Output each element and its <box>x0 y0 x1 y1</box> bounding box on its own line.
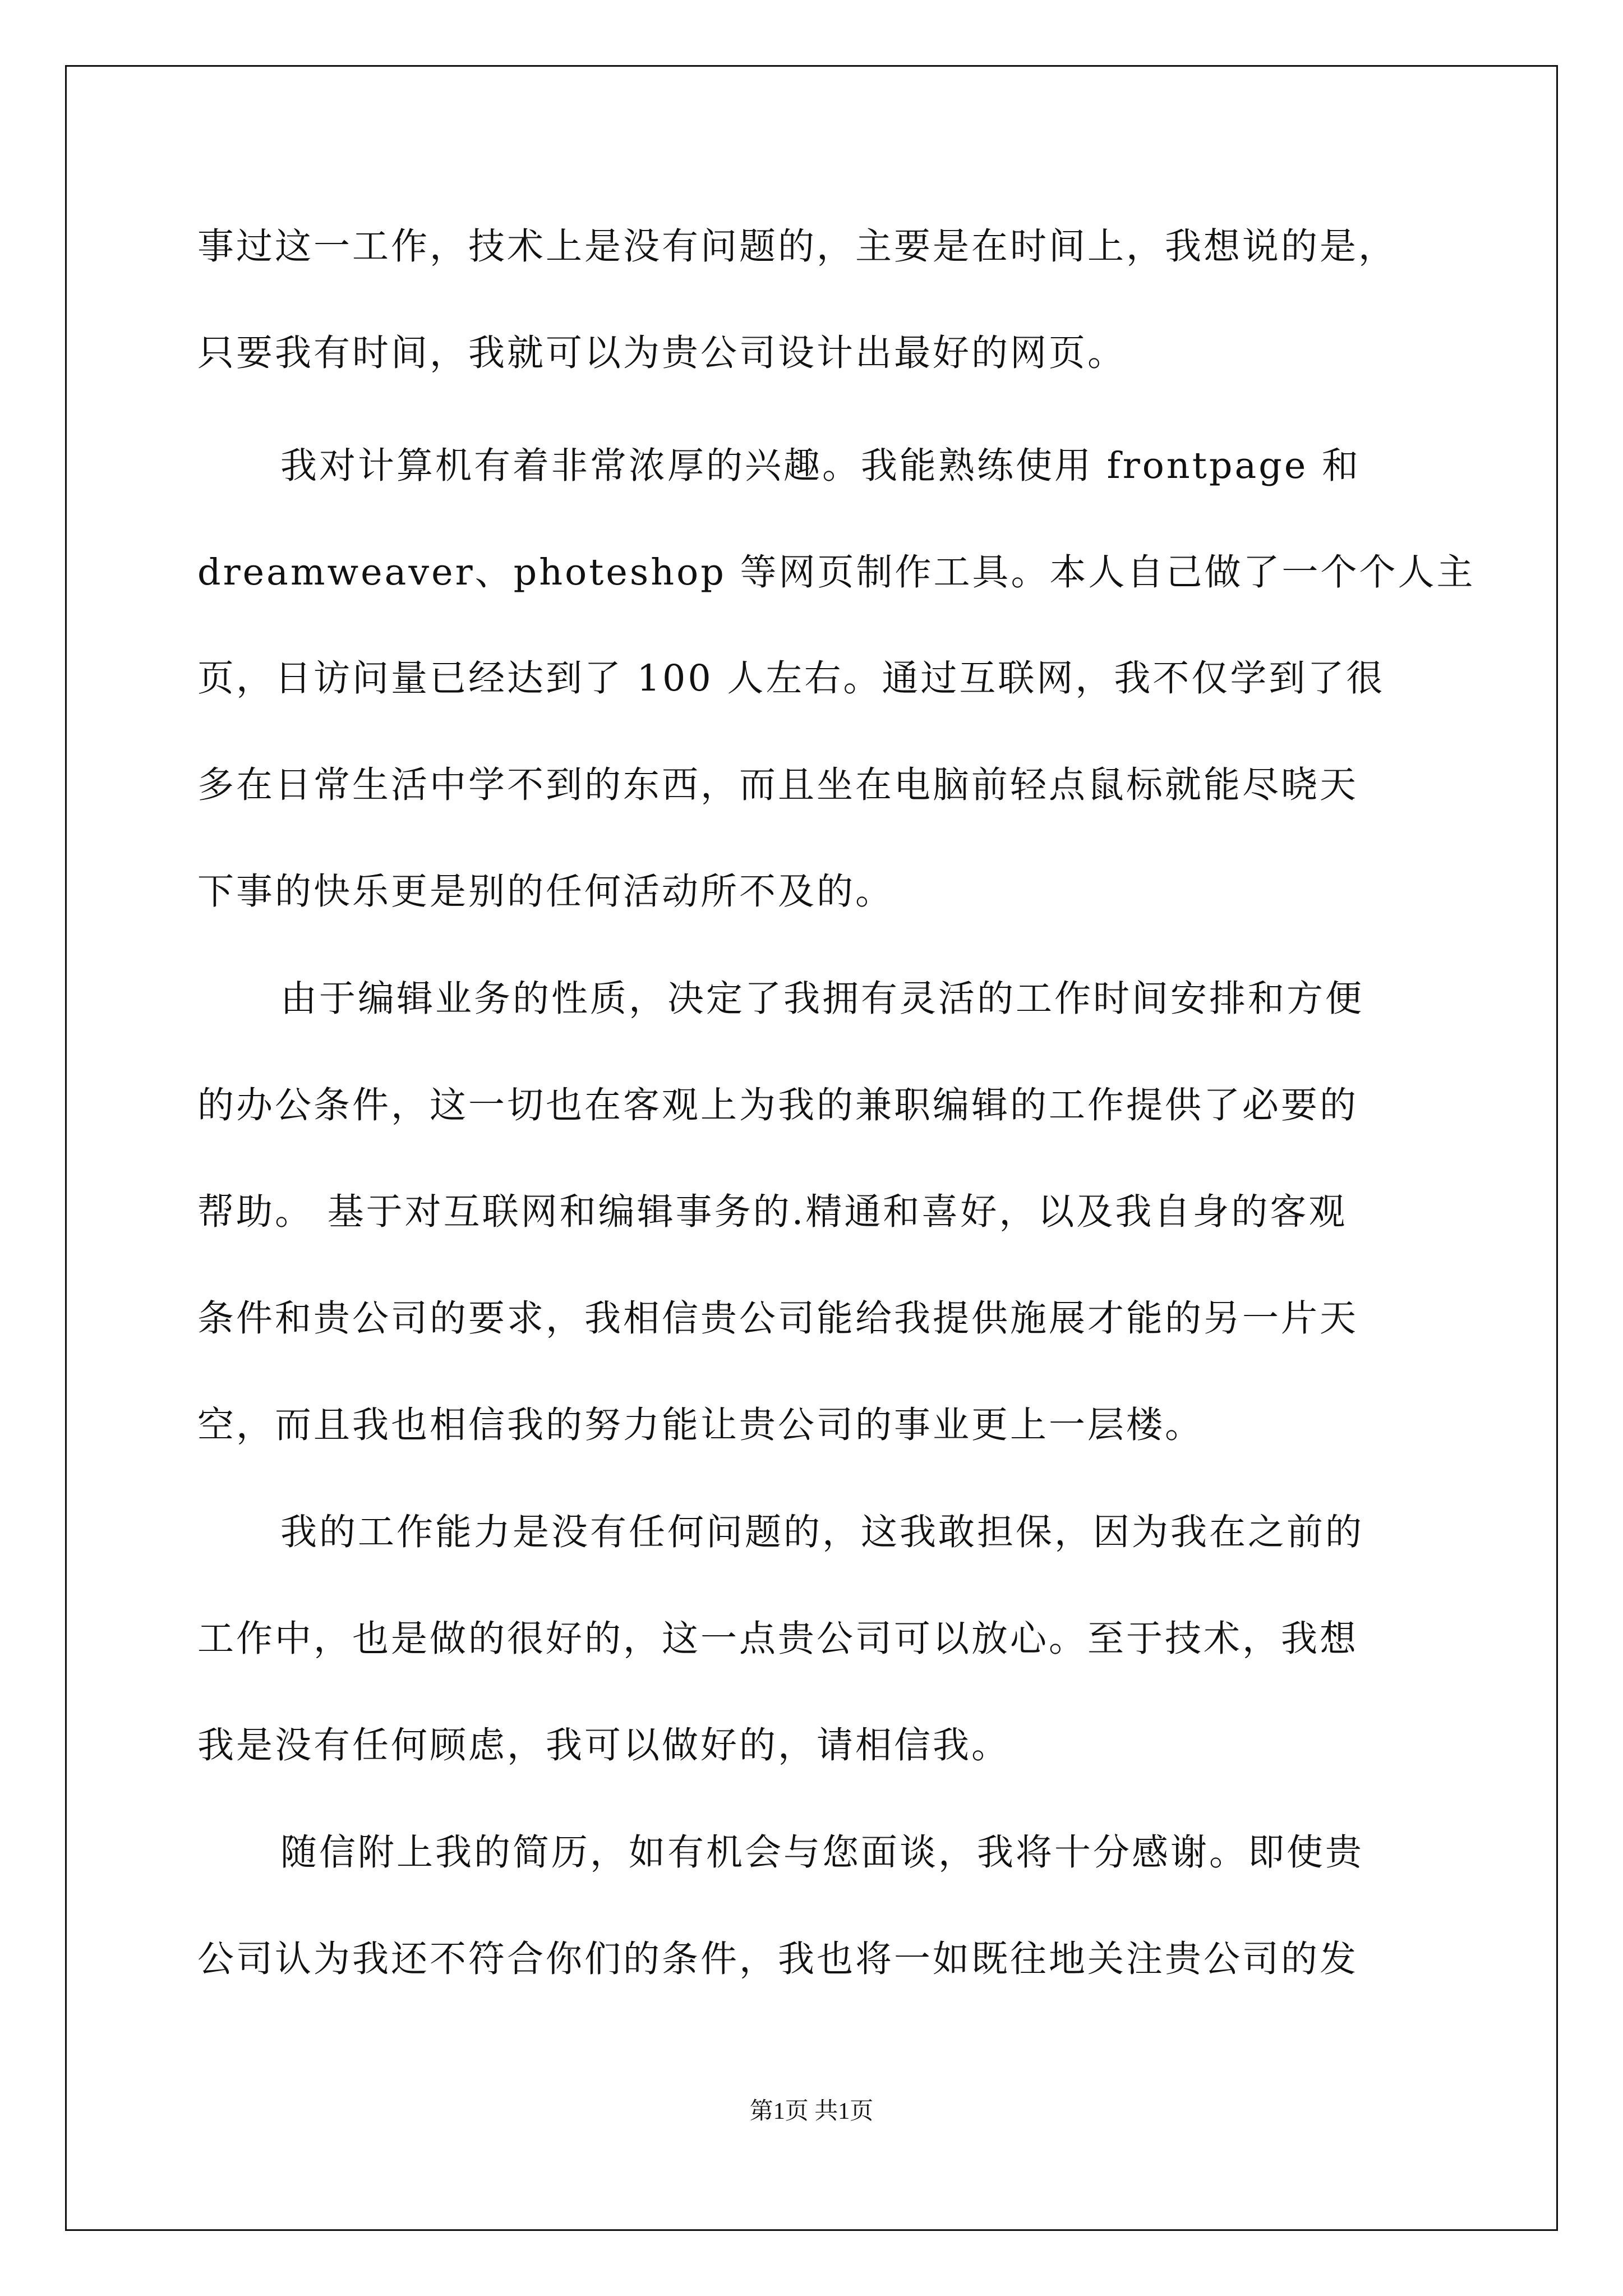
text-line: 空，而且我也相信我的努力能让贵公司的事业更上一层楼。 <box>197 1404 1204 1446</box>
text-line: 我是没有任何顾虑，我可以做好的，请相信我。 <box>197 1724 1011 1766</box>
text-line: 下事的快乐更是别的任何活动所不及的。 <box>197 871 895 913</box>
paragraph-start-line: 我的工作能力是没有任何问题的，这我敢担保，因为我在之前的 <box>280 1511 1364 1553</box>
text-line: 条件和贵公司的要求，我相信贵公司能给我提供施展才能的另一片天 <box>197 1297 1359 1340</box>
text-line: 多在日常生活中学不到的东西，而且坐在电脑前轻点鼠标就能尽晓天 <box>197 764 1359 806</box>
text-line: 页，日访问量已经达到了 100 人左右。通过互联网，我不仅学到了很 <box>197 657 1385 700</box>
page-border <box>65 65 1558 2231</box>
text-line: 帮助。 基于对互联网和编辑事务的.精通和喜好，以及我自身的客观 <box>197 1191 1348 1233</box>
text-line: 的办公条件，这一切也在客观上为我的兼职编辑的工作提供了必要的 <box>197 1084 1359 1126</box>
text-line: 工作中，也是做的很好的，这一点贵公司可以放心。至于技术，我想 <box>197 1618 1359 1660</box>
text-line: dreamweaver、photeshop 等网页制作工具。本人自己做了一个个人主 <box>197 551 1476 593</box>
text-line: 公司认为我还不符合你们的条件，我也将一如既往地关注贵公司的发 <box>197 1938 1359 1980</box>
page-number-footer: 第1页 共1页 <box>749 2099 874 2124</box>
paragraph-start-line: 随信附上我的简历，如有机会与您面谈，我将十分感谢。即使贵 <box>280 1832 1364 1874</box>
text-line: 只要我有时间，我就可以为贵公司设计出最好的网页。 <box>197 332 1127 374</box>
text-line: 事过这一工作，技术上是没有问题的，主要是在时间上，我想说的是， <box>197 226 1398 268</box>
paragraph-start-line: 由于编辑业务的性质，决定了我拥有灵活的工作时间安排和方便 <box>280 978 1364 1020</box>
paragraph-start-line: 我对计算机有着非常浓厚的兴趣。我能熟练使用 frontpage 和 <box>280 445 1361 487</box>
